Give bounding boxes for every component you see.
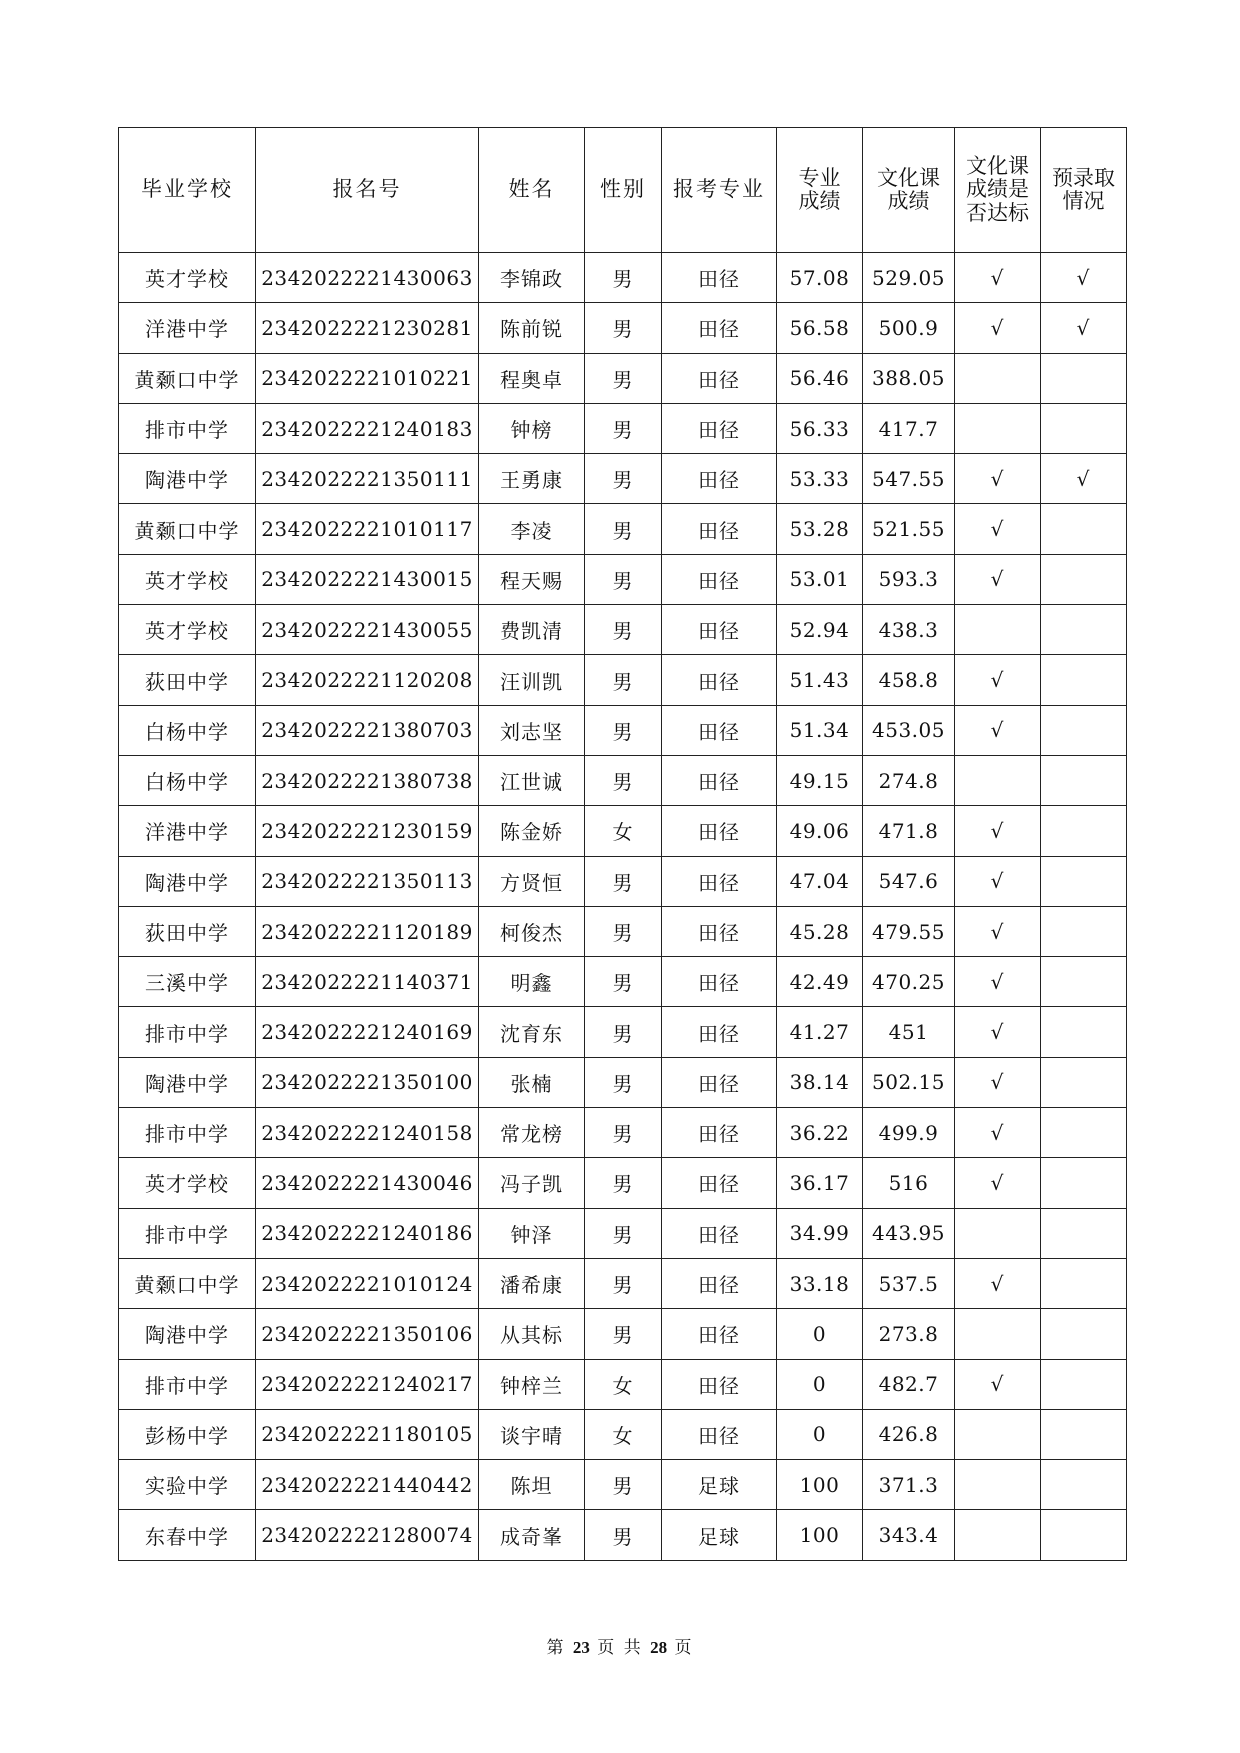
header-culture-score: 文化课成绩 [863,128,955,253]
cell-culture-pass: √ [955,1359,1041,1409]
cell-culture-pass: √ [955,856,1041,906]
cell-gender: 男 [585,403,662,453]
footer-prefix: 第 [546,1638,566,1658]
cell-reg-no: 2342022221380703 [256,705,479,755]
cell-school: 东春中学 [119,1510,256,1560]
cell-major: 田径 [662,1007,777,1057]
cell-major: 田径 [662,1258,777,1308]
cell-school: 排市中学 [119,1108,256,1158]
cell-major: 田径 [662,1359,777,1409]
cell-pro-score: 56.46 [777,353,863,403]
cell-reg-no: 2342022221240158 [256,1108,479,1158]
header-reg-no: 报名号 [256,128,479,253]
header-name: 姓名 [479,128,585,253]
cell-name: 从其标 [479,1309,585,1359]
cell-culture-score: 443.95 [863,1208,955,1258]
cell-major: 田径 [662,906,777,956]
cell-gender: 男 [585,1158,662,1208]
cell-pro-score: 51.34 [777,705,863,755]
cell-gender: 女 [585,1409,662,1459]
header-major: 报考专业 [662,128,777,253]
cell-admission [1041,755,1127,805]
cell-gender: 男 [585,454,662,504]
cell-name: 明鑫 [479,957,585,1007]
cell-major: 田径 [662,454,777,504]
cell-culture-score: 529.05 [863,253,955,303]
cell-culture-score: 547.55 [863,454,955,504]
cell-school: 陶港中学 [119,856,256,906]
cell-reg-no: 2342022221350111 [256,454,479,504]
cell-pro-score: 53.33 [777,454,863,504]
cell-culture-score: 470.25 [863,957,955,1007]
table-row [119,906,1127,956]
cell-reg-no: 2342022221180105 [256,1409,479,1459]
table-row [119,1359,1127,1409]
cell-culture-score: 482.7 [863,1359,955,1409]
cell-culture-pass: √ [955,957,1041,1007]
cell-major: 田径 [662,353,777,403]
cell-reg-no: 2342022221350100 [256,1057,479,1107]
cell-admission [1041,554,1127,604]
table-row [119,353,1127,403]
cell-culture-score: 537.5 [863,1258,955,1308]
cell-admission: √ [1041,303,1127,353]
cell-reg-no: 2342022221240186 [256,1208,479,1258]
cell-culture-pass: √ [955,705,1041,755]
cell-name: 成奇峯 [479,1510,585,1560]
cell-gender: 女 [585,1359,662,1409]
cell-major: 田径 [662,1409,777,1459]
cell-pro-score: 47.04 [777,856,863,906]
cell-culture-score: 471.8 [863,806,955,856]
table-row [119,403,1127,453]
cell-name: 冯子凯 [479,1158,585,1208]
cell-pro-score: 56.33 [777,403,863,453]
cell-culture-pass: √ [955,504,1041,554]
cell-culture-pass: √ [955,1258,1041,1308]
cell-school: 陶港中学 [119,1057,256,1107]
table-body [119,253,1127,1561]
cell-admission [1041,403,1127,453]
table-row [119,856,1127,906]
cell-school: 陶港中学 [119,454,256,504]
cell-gender: 男 [585,655,662,705]
footer-page-number: 23 [572,1638,590,1657]
cell-major: 田径 [662,806,777,856]
cell-pro-score: 49.15 [777,755,863,805]
cell-gender: 男 [585,1309,662,1359]
cell-culture-pass: √ [955,303,1041,353]
cell-admission [1041,353,1127,403]
cell-gender: 男 [585,705,662,755]
cell-culture-score: 426.8 [863,1409,955,1459]
cell-culture-score: 451 [863,1007,955,1057]
cell-major: 足球 [662,1460,777,1510]
cell-major: 田径 [662,1108,777,1158]
cell-gender: 男 [585,1258,662,1308]
cell-major: 田径 [662,1057,777,1107]
table-header-row [119,128,1127,253]
cell-reg-no: 2342022221280074 [256,1510,479,1560]
cell-gender: 男 [585,1510,662,1560]
cell-name: 沈育东 [479,1007,585,1057]
cell-admission [1041,1309,1127,1359]
cell-culture-score: 502.15 [863,1057,955,1107]
cell-school: 荻田中学 [119,655,256,705]
cell-reg-no: 2342022221120189 [256,906,479,956]
cell-culture-score: 547.6 [863,856,955,906]
cell-culture-pass: √ [955,253,1041,303]
cell-pro-score: 34.99 [777,1208,863,1258]
cell-school: 排市中学 [119,403,256,453]
cell-admission [1041,1409,1127,1459]
cell-admission [1041,806,1127,856]
cell-admission [1041,1510,1127,1560]
cell-reg-no: 2342022221350113 [256,856,479,906]
cell-pro-score: 33.18 [777,1258,863,1308]
cell-culture-pass [955,755,1041,805]
cell-school: 三溪中学 [119,957,256,1007]
header-admission: 预录取情况 [1041,128,1127,253]
table-row [119,1460,1127,1510]
cell-admission [1041,504,1127,554]
admission-table-container [118,127,1126,1561]
cell-culture-pass [955,1208,1041,1258]
cell-name: 李凌 [479,504,585,554]
cell-major: 足球 [662,1510,777,1560]
cell-culture-pass [955,1510,1041,1560]
cell-culture-score: 438.3 [863,605,955,655]
cell-school: 黄颡口中学 [119,504,256,554]
cell-culture-pass [955,1409,1041,1459]
cell-name: 陈金娇 [479,806,585,856]
cell-culture-score: 479.55 [863,906,955,956]
cell-name: 程奥卓 [479,353,585,403]
header-pro-score: 专业成绩 [777,128,863,253]
cell-name: 谈宇晴 [479,1409,585,1459]
cell-pro-score: 49.06 [777,806,863,856]
table-row [119,1158,1127,1208]
cell-school: 陶港中学 [119,1309,256,1359]
cell-major: 田径 [662,1158,777,1208]
cell-admission [1041,1007,1127,1057]
table-row [119,1258,1127,1308]
footer-suffix: 页 [674,1638,694,1658]
cell-school: 排市中学 [119,1359,256,1409]
cell-culture-score: 500.9 [863,303,955,353]
cell-pro-score: 100 [777,1510,863,1560]
cell-gender: 女 [585,806,662,856]
cell-gender: 男 [585,554,662,604]
cell-reg-no: 2342022221230281 [256,303,479,353]
cell-admission [1041,1258,1127,1308]
cell-culture-pass [955,403,1041,453]
cell-name: 李锦政 [479,253,585,303]
cell-culture-score: 516 [863,1158,955,1208]
cell-major: 田径 [662,705,777,755]
cell-major: 田径 [662,957,777,1007]
cell-admission [1041,957,1127,1007]
cell-reg-no: 2342022221140371 [256,957,479,1007]
cell-name: 陈前锐 [479,303,585,353]
cell-pro-score: 42.49 [777,957,863,1007]
table-row [119,454,1127,504]
cell-name: 费凯清 [479,605,585,655]
cell-name: 钟泽 [479,1208,585,1258]
cell-pro-score: 41.27 [777,1007,863,1057]
cell-major: 田径 [662,303,777,353]
cell-culture-pass [955,605,1041,655]
cell-school: 洋港中学 [119,303,256,353]
cell-culture-pass [955,1460,1041,1510]
cell-admission: √ [1041,454,1127,504]
cell-gender: 男 [585,253,662,303]
table-row [119,1057,1127,1107]
table-row [119,605,1127,655]
table-row [119,504,1127,554]
table-row [119,303,1127,353]
table-row [119,655,1127,705]
cell-major: 田径 [662,253,777,303]
cell-gender: 男 [585,1108,662,1158]
cell-name: 常龙榜 [479,1108,585,1158]
cell-major: 田径 [662,605,777,655]
footer-total-pages: 28 [650,1638,668,1657]
cell-admission [1041,705,1127,755]
cell-culture-score: 343.4 [863,1510,955,1560]
cell-major: 田径 [662,1309,777,1359]
table-row [119,554,1127,604]
cell-culture-score: 388.05 [863,353,955,403]
cell-pro-score: 56.58 [777,303,863,353]
cell-pro-score: 0 [777,1409,863,1459]
table-row [119,1409,1127,1459]
cell-reg-no: 2342022221380738 [256,755,479,805]
cell-culture-pass: √ [955,655,1041,705]
cell-admission [1041,906,1127,956]
cell-culture-score: 499.9 [863,1108,955,1158]
cell-school: 彭杨中学 [119,1409,256,1459]
cell-culture-pass: √ [955,906,1041,956]
cell-admission [1041,655,1127,705]
cell-school: 排市中学 [119,1208,256,1258]
cell-school: 荻田中学 [119,906,256,956]
cell-gender: 男 [585,755,662,805]
cell-name: 刘志坚 [479,705,585,755]
cell-major: 田径 [662,403,777,453]
cell-school: 黄颡口中学 [119,1258,256,1308]
cell-culture-score: 273.8 [863,1309,955,1359]
cell-culture-pass: √ [955,1057,1041,1107]
cell-culture-pass [955,353,1041,403]
cell-name: 柯俊杰 [479,906,585,956]
cell-culture-score: 593.3 [863,554,955,604]
cell-reg-no: 2342022221240217 [256,1359,479,1409]
cell-culture-score: 453.05 [863,705,955,755]
cell-school: 英才学校 [119,253,256,303]
cell-admission: √ [1041,253,1127,303]
cell-school: 排市中学 [119,1007,256,1057]
cell-pro-score: 51.43 [777,655,863,705]
cell-culture-score: 417.7 [863,403,955,453]
cell-pro-score: 45.28 [777,906,863,956]
cell-pro-score: 0 [777,1309,863,1359]
cell-culture-pass: √ [955,454,1041,504]
cell-culture-pass [955,1309,1041,1359]
cell-reg-no: 2342022221430046 [256,1158,479,1208]
cell-pro-score: 53.01 [777,554,863,604]
cell-gender: 男 [585,1007,662,1057]
cell-pro-score: 57.08 [777,253,863,303]
cell-school: 英才学校 [119,554,256,604]
cell-culture-pass: √ [955,1158,1041,1208]
cell-culture-score: 371.3 [863,1460,955,1510]
cell-pro-score: 36.22 [777,1108,863,1158]
admission-table [118,127,1127,1561]
cell-gender: 男 [585,957,662,1007]
table-row [119,253,1127,303]
cell-reg-no: 2342022221010124 [256,1258,479,1308]
cell-gender: 男 [585,303,662,353]
cell-pro-score: 53.28 [777,504,863,554]
cell-school: 黄颡口中学 [119,353,256,403]
cell-gender: 男 [585,856,662,906]
cell-name: 张楠 [479,1057,585,1107]
cell-reg-no: 2342022221240183 [256,403,479,453]
cell-admission [1041,1057,1127,1107]
cell-reg-no: 2342022221430015 [256,554,479,604]
cell-name: 潘希康 [479,1258,585,1308]
cell-major: 田径 [662,554,777,604]
cell-gender: 男 [585,504,662,554]
cell-reg-no: 2342022221230159 [256,806,479,856]
cell-school: 白杨中学 [119,755,256,805]
table-row [119,705,1127,755]
cell-major: 田径 [662,655,777,705]
cell-name: 王勇康 [479,454,585,504]
cell-admission [1041,605,1127,655]
header-culture-pass: 文化课成绩是否达标 [955,128,1041,253]
cell-culture-score: 274.8 [863,755,955,805]
cell-pro-score: 36.17 [777,1158,863,1208]
cell-name: 方贤恒 [479,856,585,906]
table-row [119,1108,1127,1158]
header-school: 毕业学校 [119,128,256,253]
cell-reg-no: 2342022221010221 [256,353,479,403]
cell-name: 钟梓兰 [479,1359,585,1409]
cell-reg-no: 2342022221440442 [256,1460,479,1510]
cell-name: 陈坦 [479,1460,585,1510]
cell-gender: 男 [585,906,662,956]
cell-pro-score: 52.94 [777,605,863,655]
footer-middle: 页 共 [597,1638,643,1658]
cell-admission [1041,1460,1127,1510]
page-footer [0,1633,1240,1658]
table-row [119,806,1127,856]
cell-name: 汪训凯 [479,655,585,705]
cell-major: 田径 [662,856,777,906]
cell-reg-no: 2342022221240169 [256,1007,479,1057]
header-gender: 性别 [585,128,662,253]
cell-culture-pass: √ [955,1108,1041,1158]
cell-gender: 男 [585,353,662,403]
cell-gender: 男 [585,605,662,655]
table-row [119,1007,1127,1057]
table-row [119,755,1127,805]
cell-reg-no: 2342022221120208 [256,655,479,705]
cell-major: 田径 [662,755,777,805]
cell-gender: 男 [585,1057,662,1107]
cell-pro-score: 38.14 [777,1057,863,1107]
cell-name: 钟榜 [479,403,585,453]
cell-pro-score: 100 [777,1460,863,1510]
cell-major: 田径 [662,1208,777,1258]
cell-major: 田径 [662,504,777,554]
cell-reg-no: 2342022221350106 [256,1309,479,1359]
cell-gender: 男 [585,1460,662,1510]
table-row [119,1208,1127,1258]
cell-culture-score: 458.8 [863,655,955,705]
cell-pro-score: 0 [777,1359,863,1409]
cell-gender: 男 [585,1208,662,1258]
cell-reg-no: 2342022221010117 [256,504,479,554]
table-row [119,957,1127,1007]
cell-school: 实验中学 [119,1460,256,1510]
cell-school: 英才学校 [119,1158,256,1208]
cell-school: 英才学校 [119,605,256,655]
cell-name: 程天赐 [479,554,585,604]
cell-name: 江世诚 [479,755,585,805]
table-row [119,1510,1127,1560]
cell-admission [1041,1158,1127,1208]
cell-admission [1041,856,1127,906]
cell-reg-no: 2342022221430055 [256,605,479,655]
cell-reg-no: 2342022221430063 [256,253,479,303]
cell-school: 洋港中学 [119,806,256,856]
table-row [119,1309,1127,1359]
cell-culture-score: 521.55 [863,504,955,554]
cell-culture-pass: √ [955,554,1041,604]
cell-culture-pass: √ [955,806,1041,856]
cell-admission [1041,1359,1127,1409]
cell-admission [1041,1108,1127,1158]
cell-school: 白杨中学 [119,705,256,755]
cell-culture-pass: √ [955,1007,1041,1057]
cell-admission [1041,1208,1127,1258]
